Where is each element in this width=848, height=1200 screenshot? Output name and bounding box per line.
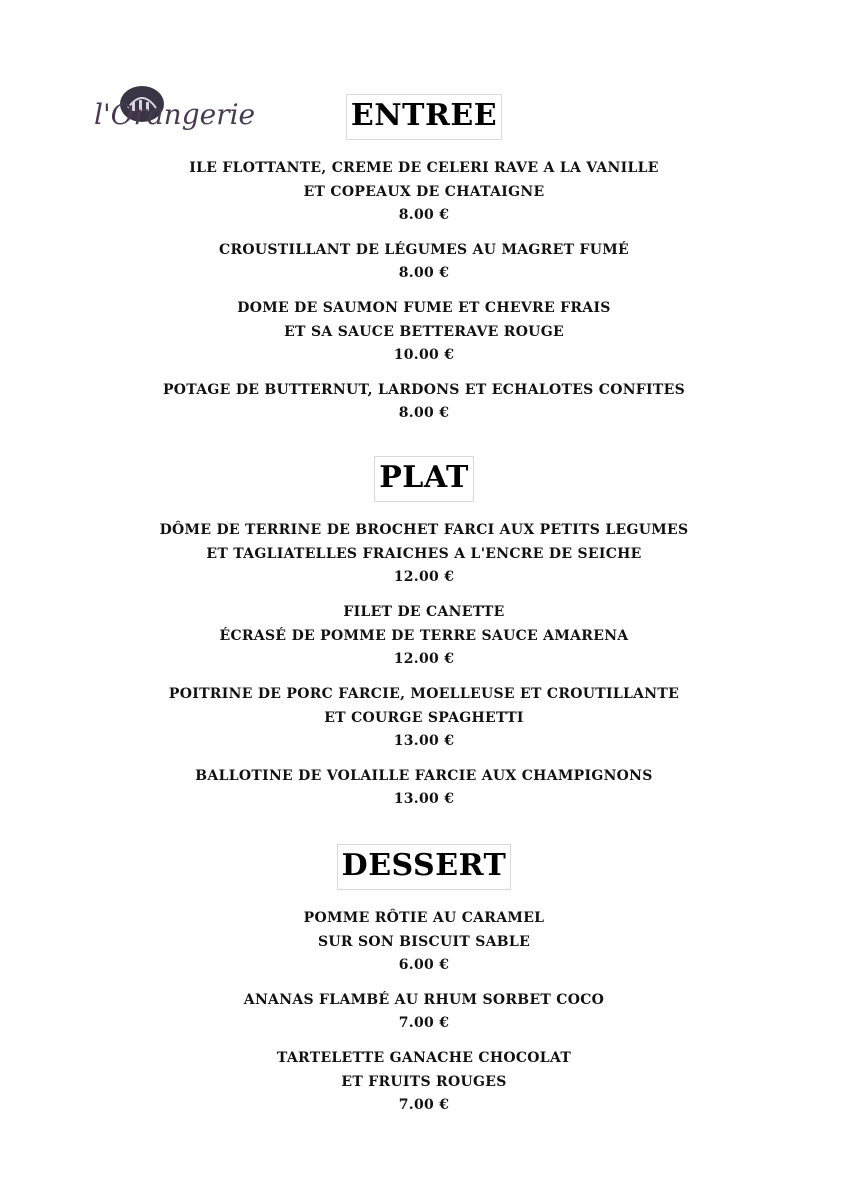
dish-price: 13.00 € xyxy=(393,733,455,749)
menu-item xyxy=(0,156,848,226)
entree-list xyxy=(0,156,848,424)
menu-item xyxy=(0,600,848,670)
menu-item xyxy=(0,238,848,284)
dish-line: TARTELETTE GANACHE CHOCOLAT xyxy=(276,1050,572,1066)
dish-line: BALLOTINE DE VOLAILLE FARCIE AUX CHAMPIGNONS xyxy=(195,768,653,784)
dish-name xyxy=(0,764,848,810)
dish-price: 8.00 € xyxy=(398,405,450,421)
dish-line: ET SA SAUCE BETTERAVE ROUGE xyxy=(284,324,564,340)
dish-line: ET COPEAUX DE CHATAIGNE xyxy=(303,184,545,200)
dish-price: 8.00 € xyxy=(398,265,450,281)
dish-name xyxy=(0,296,848,366)
dish-name xyxy=(0,156,848,226)
section-entree xyxy=(0,94,848,436)
dish-line: DÔME DE TERRINE DE BROCHET FARCI AUX PETITS LEGUMES xyxy=(159,522,689,538)
menu-item xyxy=(0,296,848,366)
menu-item xyxy=(0,1046,848,1116)
dish-price: 7.00 € xyxy=(398,1015,450,1031)
dish-line: FILET DE CANETTE xyxy=(343,604,505,620)
dish-name xyxy=(0,378,848,424)
dish-price: 8.00 € xyxy=(398,207,450,223)
menu-item xyxy=(0,988,848,1034)
section-title-plat: PLAT xyxy=(374,456,474,502)
dish-line: ET COURGE SPAGHETTI xyxy=(324,710,524,726)
dish-name xyxy=(0,906,848,976)
dish-name xyxy=(0,1046,848,1116)
dish-price: 13.00 € xyxy=(393,791,455,807)
menu-item xyxy=(0,906,848,976)
dish-line: POTAGE DE BUTTERNUT, LARDONS ET ECHALOTES CONFITES xyxy=(162,382,685,398)
dish-line: DOME DE SAUMON FUME ET CHEVRE FRAIS xyxy=(237,300,611,316)
dish-name xyxy=(0,682,848,752)
section-dessert xyxy=(0,844,848,1128)
dish-name xyxy=(0,600,848,670)
menu-item xyxy=(0,764,848,810)
dessert-list xyxy=(0,906,848,1116)
section-title-dessert: DESSERT xyxy=(337,844,512,890)
dish-price: 10.00 € xyxy=(393,347,455,363)
section-title-entree: ENTREE xyxy=(346,94,502,140)
dish-line: ILE FLOTTANTE, CREME DE CELERI RAVE A LA VANILLE xyxy=(189,160,659,176)
dish-line: ANANAS FLAMBÉ AU RHUM SORBET COCO xyxy=(243,992,605,1008)
dish-line: POMME RÔTIE AU CARAMEL xyxy=(303,910,545,926)
dish-price: 12.00 € xyxy=(393,651,455,667)
dish-name xyxy=(0,988,848,1034)
section-plat xyxy=(0,456,848,822)
dish-name xyxy=(0,518,848,588)
dish-line: ÉCRASÉ DE POMME DE TERRE SAUCE AMARENA xyxy=(219,628,629,644)
dish-price: 7.00 € xyxy=(398,1097,450,1113)
logo-text: l'Orangerie xyxy=(94,98,256,131)
dish-price: 12.00 € xyxy=(393,569,455,585)
dish-name xyxy=(0,238,848,284)
dish-line: POITRINE DE PORC FARCIE, MOELLEUSE ET CROUTILLANTE xyxy=(168,686,680,702)
dish-line: CROUSTILLANT DE LÉGUMES AU MAGRET FUMÉ xyxy=(219,242,629,258)
dish-line: SUR SON BISCUIT SABLE xyxy=(317,934,531,950)
menu-item xyxy=(0,682,848,752)
dish-line: ET TAGLIATELLES FRAICHES A L'ENCRE DE SEICHE xyxy=(206,546,642,562)
plat-list xyxy=(0,518,848,810)
dish-price: 6.00 € xyxy=(398,957,450,973)
menu-item xyxy=(0,378,848,424)
menu-item xyxy=(0,518,848,588)
dish-line: ET FRUITS ROUGES xyxy=(341,1074,507,1090)
